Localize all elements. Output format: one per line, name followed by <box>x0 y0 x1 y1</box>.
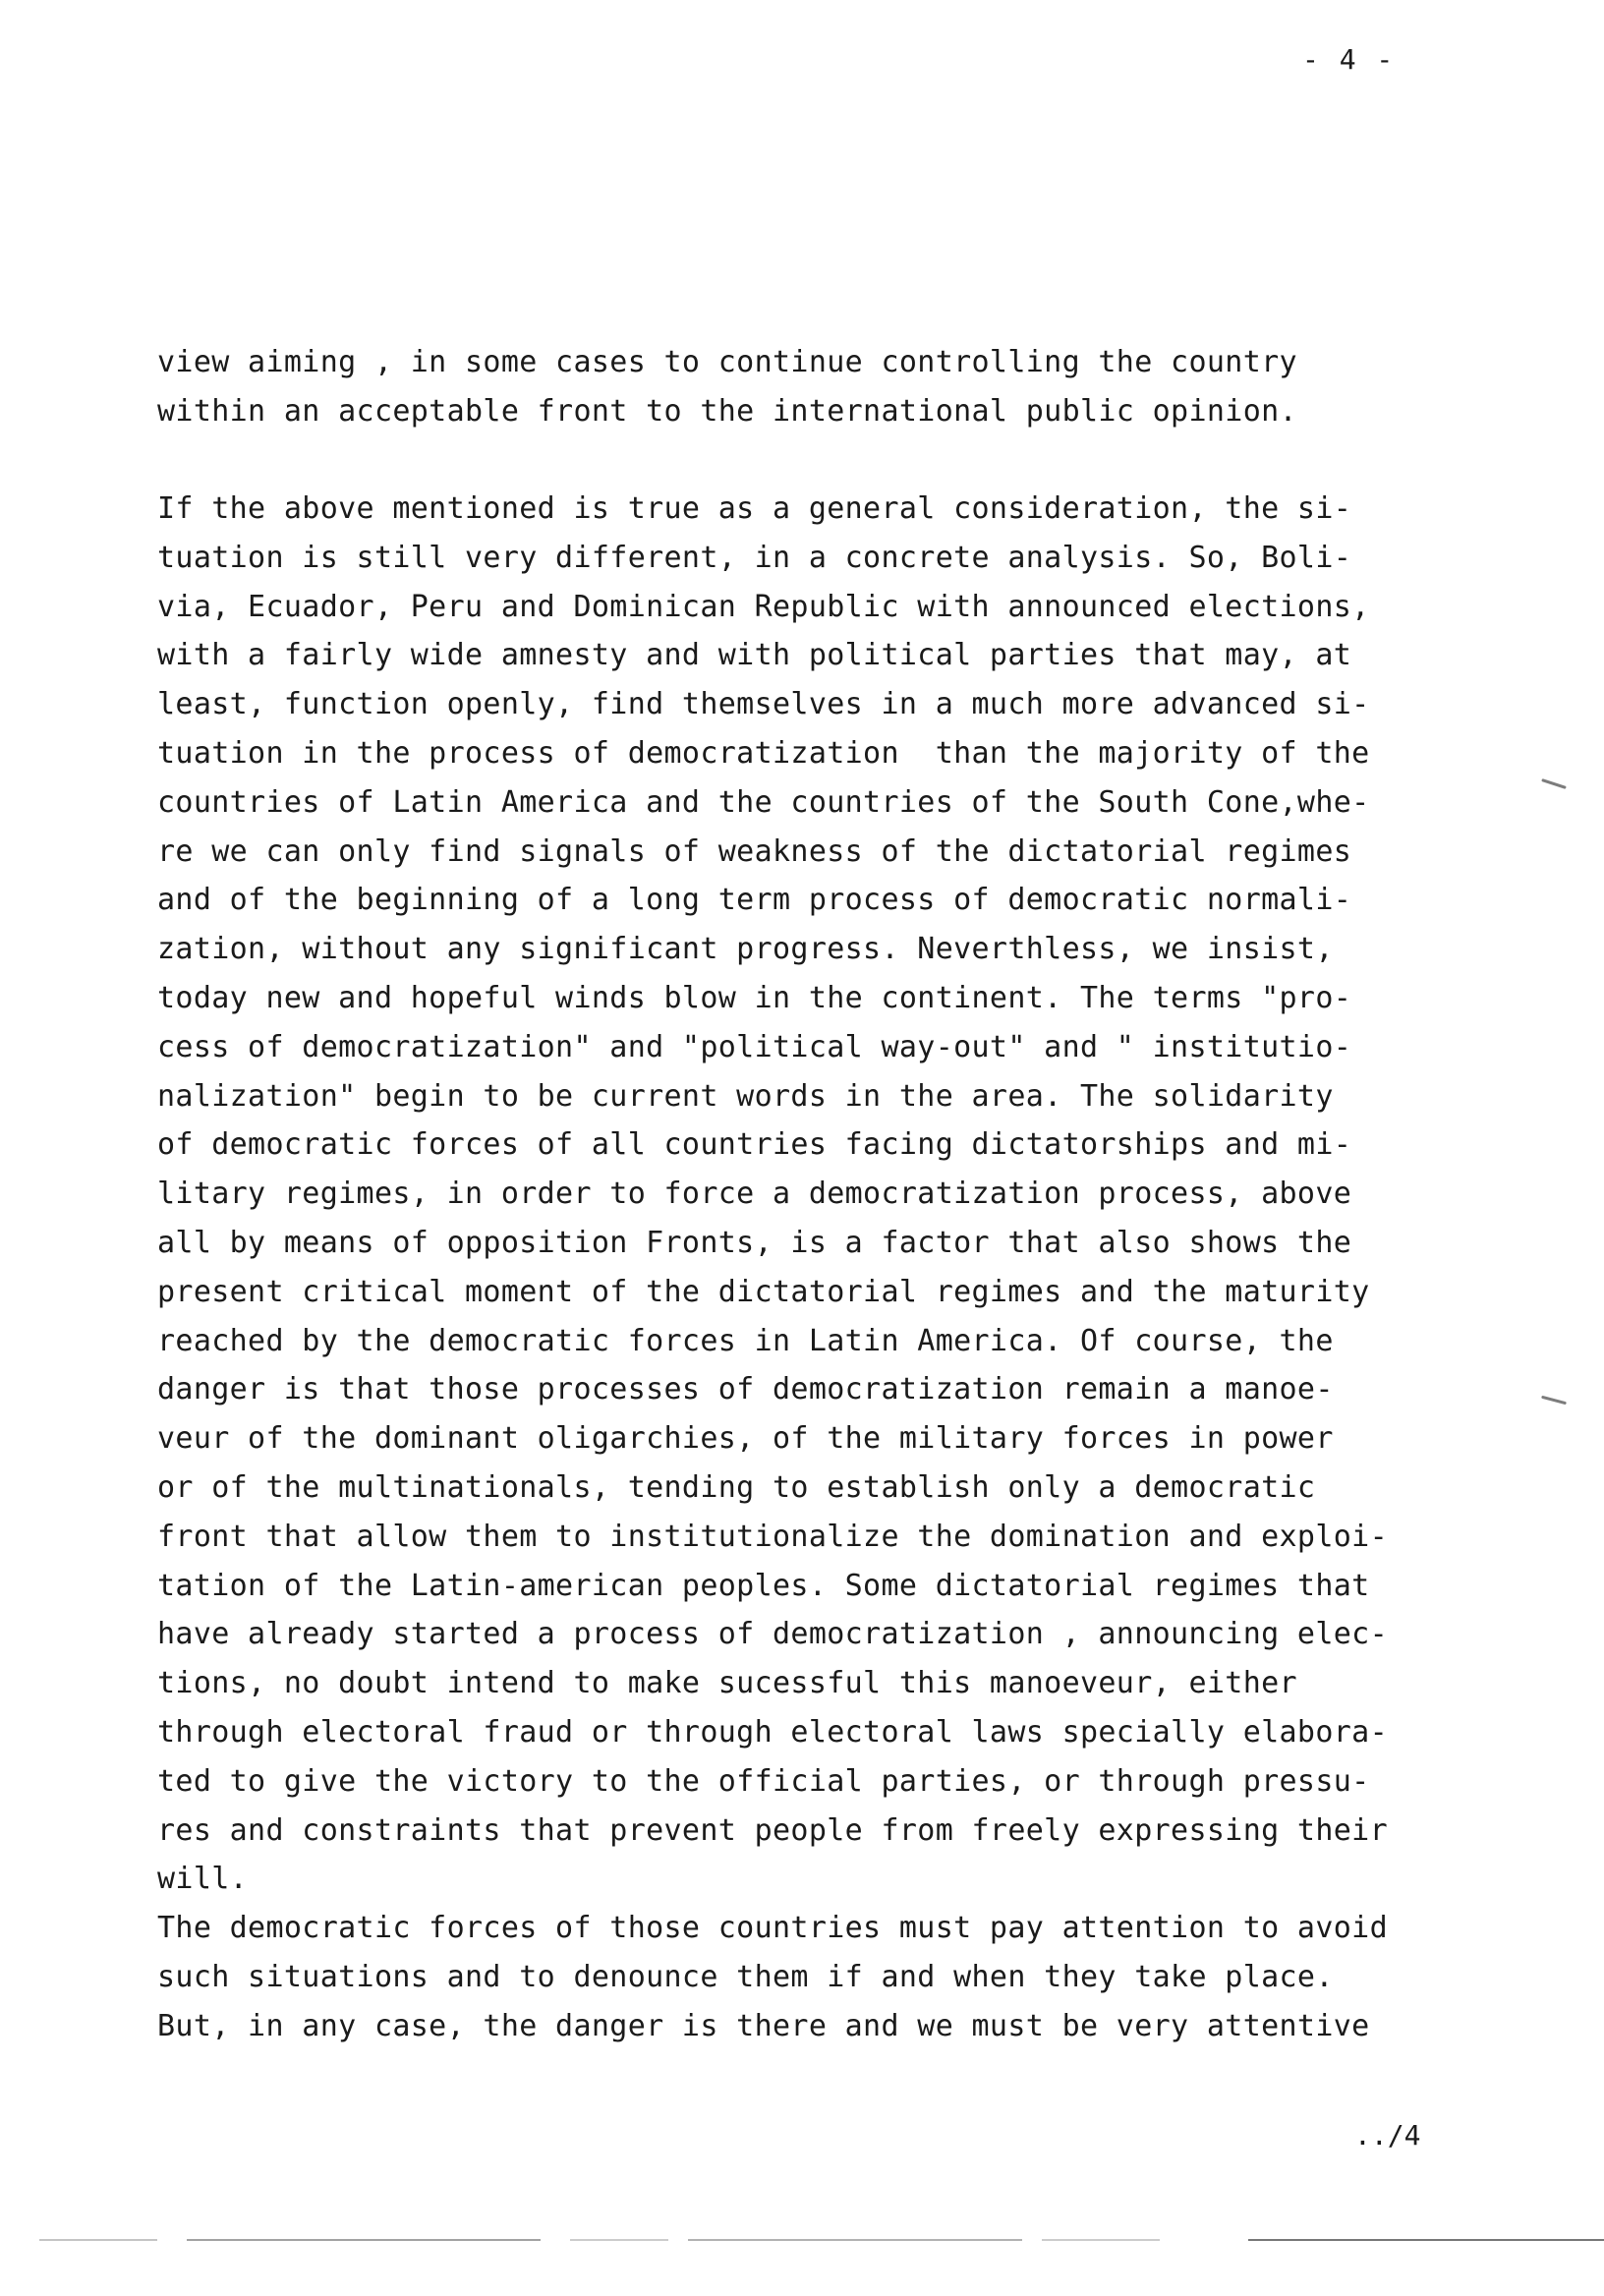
text-line: The democratic forces of those countries must pay attention to avoid <box>157 1911 1388 1946</box>
text-line: cess of democratization" and "political way-out" and " institutio- <box>157 1029 1352 1064</box>
text-line: with a fairly wide amnesty and with political parties that may, at <box>157 638 1352 673</box>
text-line: res and constraints that prevent people from freely expressing their <box>157 1812 1388 1848</box>
scan-edge-line <box>688 2239 1022 2241</box>
text-line: will. <box>157 1862 249 1897</box>
text-line: tation of the Latin-american peoples. Some dictatorial regimes that <box>157 1568 1370 1603</box>
text-line: ted to give the victory to the official parties, or through pressu- <box>157 1763 1370 1799</box>
scan-edge-line <box>570 2239 668 2241</box>
text-line: all by means of opposition Fronts, is a factor that also shows the <box>157 1225 1352 1260</box>
text-line: reached by the democratic forces in Latin America. Of course, the <box>157 1323 1334 1358</box>
text-line: have already started a process of democratization , announcing elec- <box>157 1617 1388 1652</box>
text-line: present critical moment of the dictatorial regimes and the maturity <box>157 1274 1370 1309</box>
text-line: front that allow them to institutionalize the domination and exploi- <box>157 1519 1388 1554</box>
scan-mark <box>1541 1396 1567 1406</box>
text-line: tuation is still very different, in a concrete analysis. So, Boli- <box>157 540 1352 575</box>
text-line: countries of Latin America and the countries of the South Cone,whe- <box>157 784 1370 820</box>
text-line: veur of the dominant oligarchies, of the military forces in power <box>157 1421 1334 1457</box>
text-line: tions, no doubt intend to make sucessful this manoeveur, either <box>157 1666 1297 1701</box>
text-line: litary regimes, in order to force a democratization process, above <box>157 1177 1352 1212</box>
text-line: of democratic forces of all countries facing dictatorships and mi- <box>157 1127 1352 1163</box>
continuation-marker: ../4 <box>1354 2119 1421 2152</box>
paragraph-2 <box>157 485 1533 2051</box>
text-line: through electoral fraud or through electoral laws specially elabora- <box>157 1714 1388 1750</box>
page-number: - 4 - <box>1302 43 1396 76</box>
scan-edge-line <box>39 2239 157 2241</box>
text-line: via, Ecuador, Peru and Dominican Republic with announced elections, <box>157 589 1370 624</box>
text-line: view aiming , in some cases to continue controlling the country <box>157 345 1297 379</box>
text-line: or of the multinationals, tending to establish only a democratic <box>157 1469 1316 1505</box>
text-line: re we can only find signals of weakness of the dictatorial regimes <box>157 833 1352 869</box>
text-line: nalization" begin to be current words in the area. The solidarity <box>157 1078 1334 1114</box>
text-line: tuation in the process of democratization than the majority of the <box>157 735 1370 771</box>
text-line: danger is that those processes of democratization remain a manoe- <box>157 1372 1334 1407</box>
scan-edge-line <box>1042 2239 1160 2241</box>
text-line: today new and hopeful winds blow in the continent. The terms "pro- <box>157 980 1352 1015</box>
scan-mark <box>1541 778 1567 789</box>
text-line: zation, without any significant progress. Neverthless, we insist, <box>157 932 1334 967</box>
scan-edge-line <box>1248 2239 1604 2241</box>
text-line: such situations and to denounce them if and when they take place. <box>157 1959 1334 1994</box>
paragraph-1 <box>157 338 1533 436</box>
text-line: within an acceptable front to the international public opinion. <box>157 393 1297 429</box>
text-line: If the above mentioned is true as a general consideration, the si- <box>157 491 1352 526</box>
text-line: least, function openly, find themselves in a much more advanced si- <box>157 687 1370 722</box>
scan-edge-line <box>187 2239 541 2241</box>
text-line: But, in any case, the danger is there and we must be very attentive <box>157 2008 1370 2043</box>
text-line: and of the beginning of a long term process of democratic normali- <box>157 883 1352 918</box>
